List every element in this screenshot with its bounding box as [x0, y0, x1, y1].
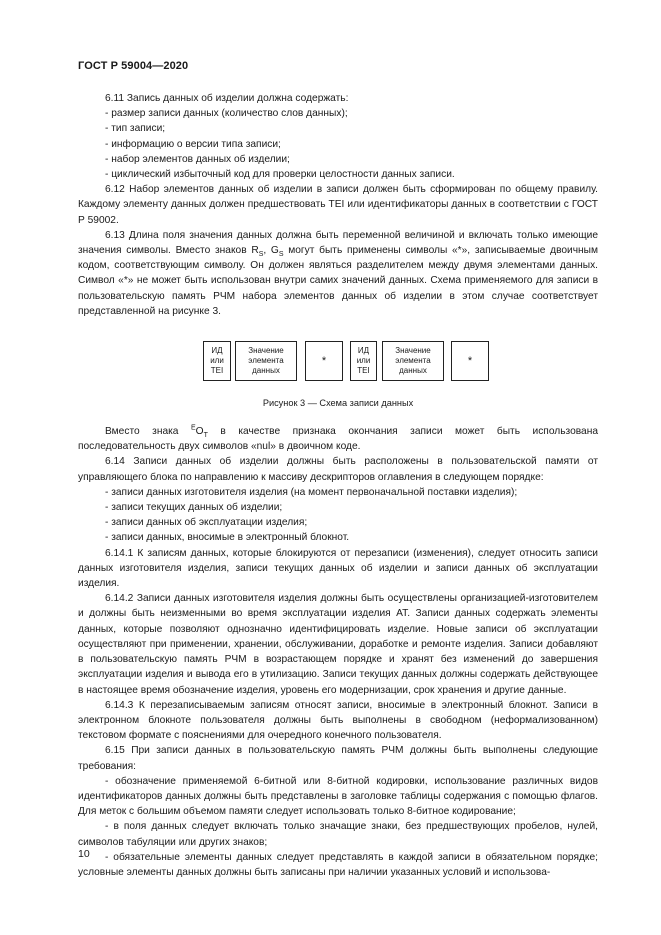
section-6-11-list: [78, 106, 598, 182]
document-header: ГОСТ Р 59004—2020: [78, 60, 189, 72]
subscript-s1: S: [258, 251, 264, 259]
section-6-13: [78, 228, 598, 319]
figure-box-data-value: Значение элемента данных: [382, 341, 444, 381]
section-6-11-intro: 6.11 Запись данных об изделии должна содержать:: [105, 93, 349, 104]
figure-box-separator: *: [305, 341, 343, 381]
list-item: - размер записи данных (количество слов данных);: [105, 108, 348, 120]
section-6-14-intro: 6.14 Записи данных об изделии должны быть расположены в пользовательской памяти от управляющего блока по направлению к массиву дескрипторов оглавления в следующем порядке:: [78, 456, 598, 483]
section-6-13-part2: , G: [263, 245, 279, 257]
figure-3-diagram: [78, 319, 598, 397]
section-6-13-part1: 6.13 Длина поля значения данных должна быть переменной величиной и включать только имеющие значения символы. Вместо знаков R: [78, 229, 598, 257]
list-item: - тип записи;: [105, 123, 166, 135]
list-item: - записи текущих данных об изделии;: [105, 502, 283, 514]
section-6-13-part3: могут быть применены символы «*», записываемые двоичным кодом, соответствующим символу. Он должен являться разделителем между двумя элементами данных. Символ «*» не может быть использован внутри самих значений данных. Схема применяемого для записи в пользовательскую память РЧМ набора элементов данных об изделии в этом случае соответствует представленной на рисунке 3.: [78, 245, 599, 317]
section-6-14-2: 6.14.2 Записи данных изготовителя изделия должны быть осуществлены организацией-изготовителем и должны быть неизменными во время эксплуатации изделия АТ. Записи данных содержать элементы данных, которые позволяют однозначно идентифицировать изделие. Новые записи об эксплуатации осуществляют при применении, хранении, обслуживании, доработке и ремонте изделия. Записи добавляют в пользовательскую память РЧМ в возрастающем порядке и хранят без изменений до завершения эксплуатации изделия и вывода его в утилизацию. Записи текущих данных должны содержать действующее в настоящее время обозначение изделия, уровень его модернизации, срок хранения и другие данные.: [78, 593, 598, 696]
eot-paragraph: Вместо знака $^EO_T$ в качестве признака окончания записи может быть использована последовательность двух символов «nul» в двоичном коде.: [78, 424, 598, 453]
document-body: [78, 91, 598, 880]
figure-box-id-tei: ИД или TEI: [350, 341, 377, 381]
figure-box-separator: *: [451, 341, 489, 381]
list-item: - в поля данных следует включать только значащие знаки, без предшествующих пробелов, нулей, символов табуляции или других знаков;: [78, 821, 598, 848]
list-item: - информацию о версии типа записи;: [105, 138, 281, 150]
superscript-e: E: [191, 424, 196, 432]
list-item: - записи данных изготовителя изделия (на момент первоначальной поставки изделия);: [105, 486, 518, 498]
figure-caption: Рисунок 3 — Схема записи данных: [262, 398, 414, 409]
section-6-14-1: 6.14.1 К записям данных, которые блокируются от перезаписи (изменения), следует относить записи данных изготовителя изделия, записи текущих данных об изделии и записи данных об эксплуатации изделия.: [78, 547, 598, 590]
subscript-t: T: [203, 432, 208, 440]
section-6-15-intro: 6.15 При записи данных в пользовательскую память РЧМ должны быть выполнены следующие требования:: [78, 745, 598, 772]
list-item: - записи данных, вносимые в электронный блокнот.: [105, 532, 350, 544]
page-number: 10: [78, 848, 90, 860]
figure-box-id-tei: ИД или TEI: [203, 341, 231, 381]
list-item: - набор элементов данных об изделии;: [105, 153, 290, 165]
subscript-s2: S: [278, 251, 284, 259]
section-6-14-3: 6.14.3 К перезаписываемым записям относят записи, вносимые в электронный блокнот. Записи в электронном блокноте пользователя должны быть выполнены в свободном (неформализованном) текстовом формате с пояснениями для очередного конечного пользователя.: [78, 699, 598, 742]
section-6-12: 6.12 Набор элементов данных об изделии в записи должен быть сформирован по общему правилу. Каждому элементу данных должен предшествовать TEI или идентификаторы данных в соответствии с ГОСТ Р 59002.: [78, 184, 598, 226]
list-item: - записи данных об эксплуатации изделия;: [105, 517, 308, 529]
figure-box-data-value: Значение элемента данных: [235, 341, 297, 381]
list-item: - циклический избыточный код для проверки целостности данных записи.: [105, 169, 455, 181]
list-item: - обязательные элементы данных следует представлять в каждой записи в обязательном порядке; условные элементы данных должны быть записаны при наличии указанных условий и использова-: [78, 851, 598, 878]
section-6-14-list: [78, 485, 598, 546]
list-item: - обозначение применяемой 6-битной или 8-битной кодировки, использование различных видов идентификаторов данных должны быть представлены в заголовке таблицы содержания с помощью флагов. Для меток с большим объемом памяти следует использовать только 8-битное кодирование;: [78, 775, 598, 818]
